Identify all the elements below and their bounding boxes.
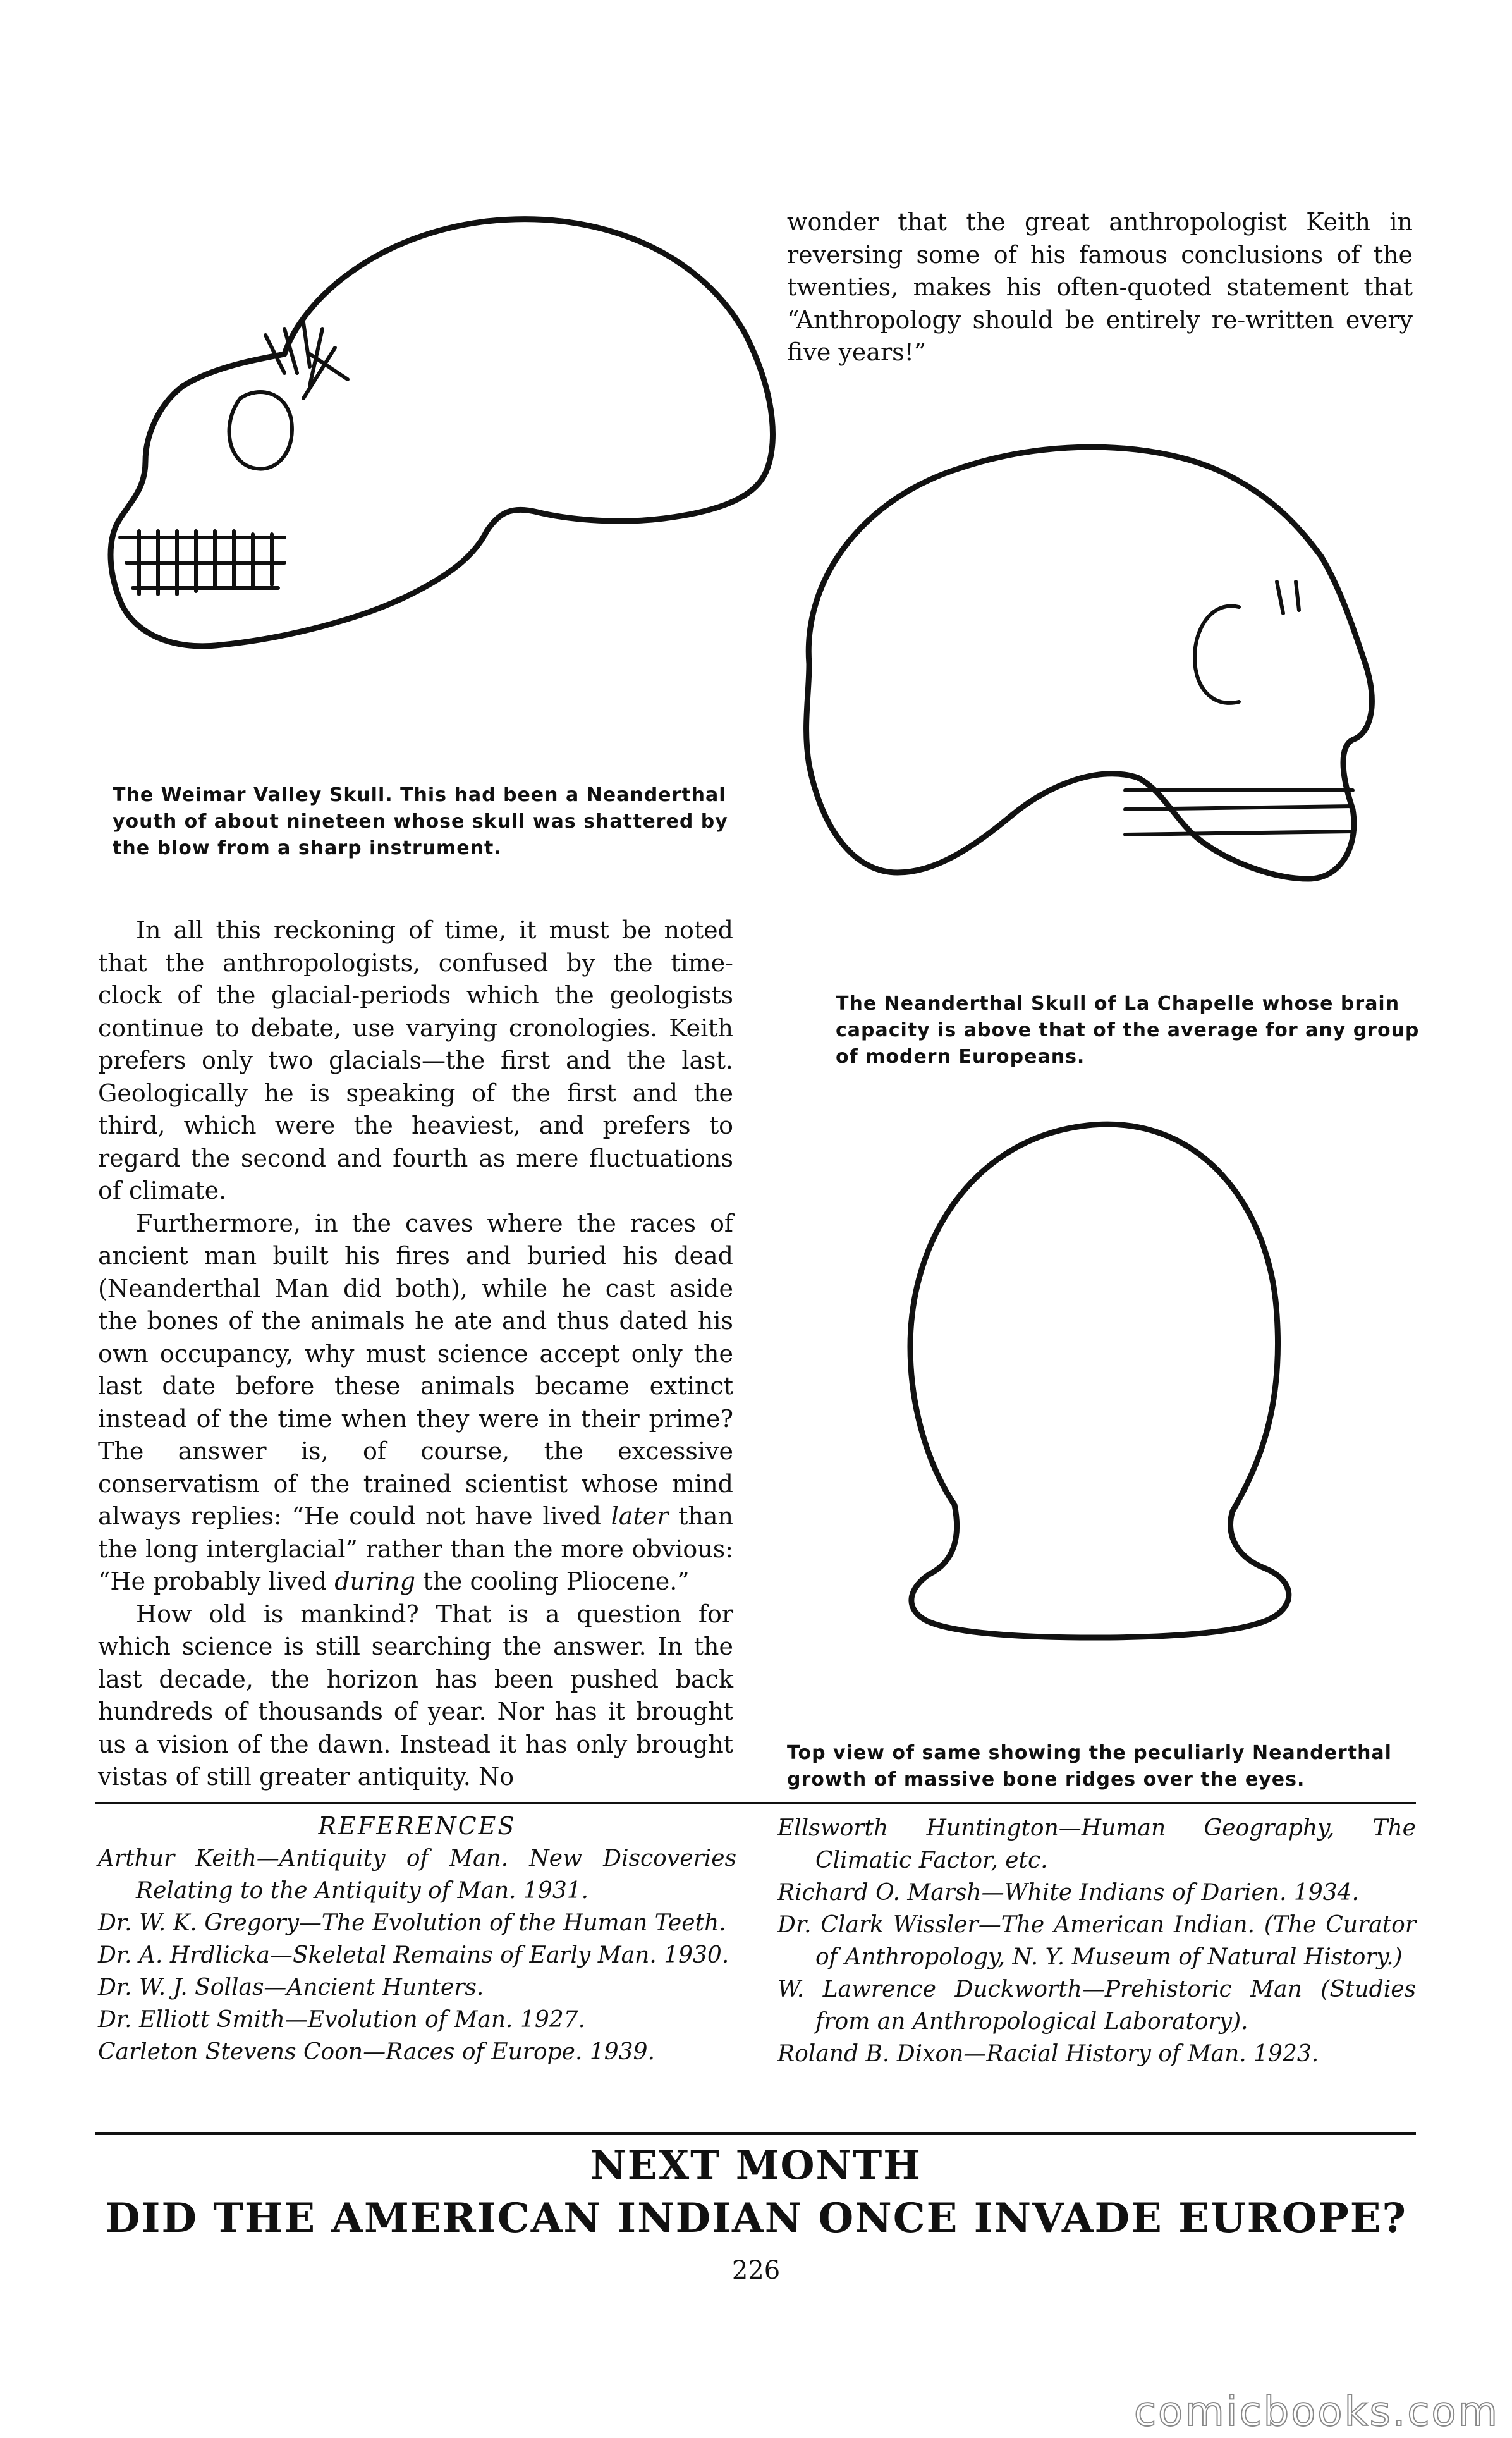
reference-item: Dr. W. J. Sollas—Ancient Hunters.	[98, 1975, 484, 2000]
paragraph-1: In all this reckoning of time, it must be noted that the anthropologists, confused by the time-clock of the glacial-periods which the geologists continue to debate, use varying cronologies. Keith prefers only two glacials—the first and the last. Geologically he is speaking of the first and the third, which were the heaviest, and prefers to regard the second and fourth as mere fluctuations of climate.	[98, 916, 733, 1204]
reference-item: Ellsworth Huntington—Human Geography, The Climatic Factor, etc.	[777, 1815, 1416, 1873]
references-title: REFERENCES	[318, 1812, 516, 1840]
watermark: comicbooks.com	[1133, 2389, 1499, 2435]
reference-item: Roland B. Dixon—Racial History of Man. 1923.	[777, 2041, 1319, 2067]
references-divider	[95, 1802, 1416, 1804]
references-left-column	[98, 1812, 736, 2068]
reference-item: Dr. Clark Wissler—The American Indian. (The Curator of Anthropology, N. Y. Museum of Natural History.)	[777, 1912, 1416, 1970]
paragraph-3: How old is mankind? That is a question for which science is still searching the answer. In the last decade, the horizon has been pushed back hundreds of thousands of year. Nor has it brought us a vision of the dawn. Instead it has only brought vistas of still greater antiquity. No	[98, 1600, 733, 1791]
reference-item: Richard O. Marsh—White Indians of Darien. 1934.	[777, 1880, 1359, 1906]
weimar-skull-drawing	[95, 209, 790, 778]
la-chapelle-caption: The Neanderthal Skull of La Chapelle whose brain capacity is above that of the average for any group of modern Europeans.	[836, 993, 1420, 1068]
banner-divider	[95, 2132, 1416, 2135]
reference-item: Carleton Stevens Coon—Races of Europe. 1939.	[98, 2039, 655, 2065]
next-month-headline: DID THE AMERICAN INDIAN ONCE INVADE EUROPE?	[105, 2195, 1407, 2242]
reference-item: W. Lawrence Duckworth—Prehistoric Man (Studies from an Anthropological Laboratory).	[777, 1976, 1416, 2035]
references-right-column	[777, 1812, 1416, 2070]
reference-item: Dr. W. K. Gregory—The Evolution of the Human Teeth.	[98, 1910, 726, 1936]
la-chapelle-skull-drawing	[784, 436, 1441, 1005]
reference-item: Arthur Keith—Antiquity of Man. New Discoveries Relating to the Antiquity of Man. 1931.	[98, 1846, 736, 1904]
top-right-text: wonder that the great anthropologist Keith in reversing some of his famous conclusions of the twenties, makes his often-quoted statement that “Anthropology should be entirely re-written every five years!”	[787, 208, 1413, 366]
reference-item: Dr. Elliott Smith—Evolution of Man. 1927.	[98, 2007, 586, 2033]
page-number: 226	[731, 2256, 781, 2285]
top-view-caption: Top view of same showing the peculiarly Neanderthal growth of massive bone ridges over the eyes.	[787, 1742, 1392, 1791]
paragraph-2: Furthermore, in the caves where the races of ancient man built his fires and buried his dead (Neanderthal Man did both), while he cast aside the bones of the animals he ate and thus dated his own occupancy, why must science accept only the last date before these animals became extinct instead of the time when they were in their prime? The answer is, of course, the excessive conservatism of the trained scientist whose mind always replies: “He could not have lived later than the long interglacial” rather than the more obvious: “He probably lived during the cooling Pliocene.”	[98, 1209, 733, 1595]
body-column-left	[98, 914, 733, 1794]
next-month-label: NEXT MONTH	[590, 2142, 922, 2188]
reference-item: Dr. A. Hrdlicka—Skeletal Remains of Early Man. 1930.	[98, 1942, 729, 1968]
weimar-caption: The Weimar Valley Skull. This had been a Neanderthal youth of about nineteen whose skull was shattered by the blow from a sharp instrument.	[113, 784, 728, 859]
top-view-skull-drawing	[866, 1113, 1321, 1682]
